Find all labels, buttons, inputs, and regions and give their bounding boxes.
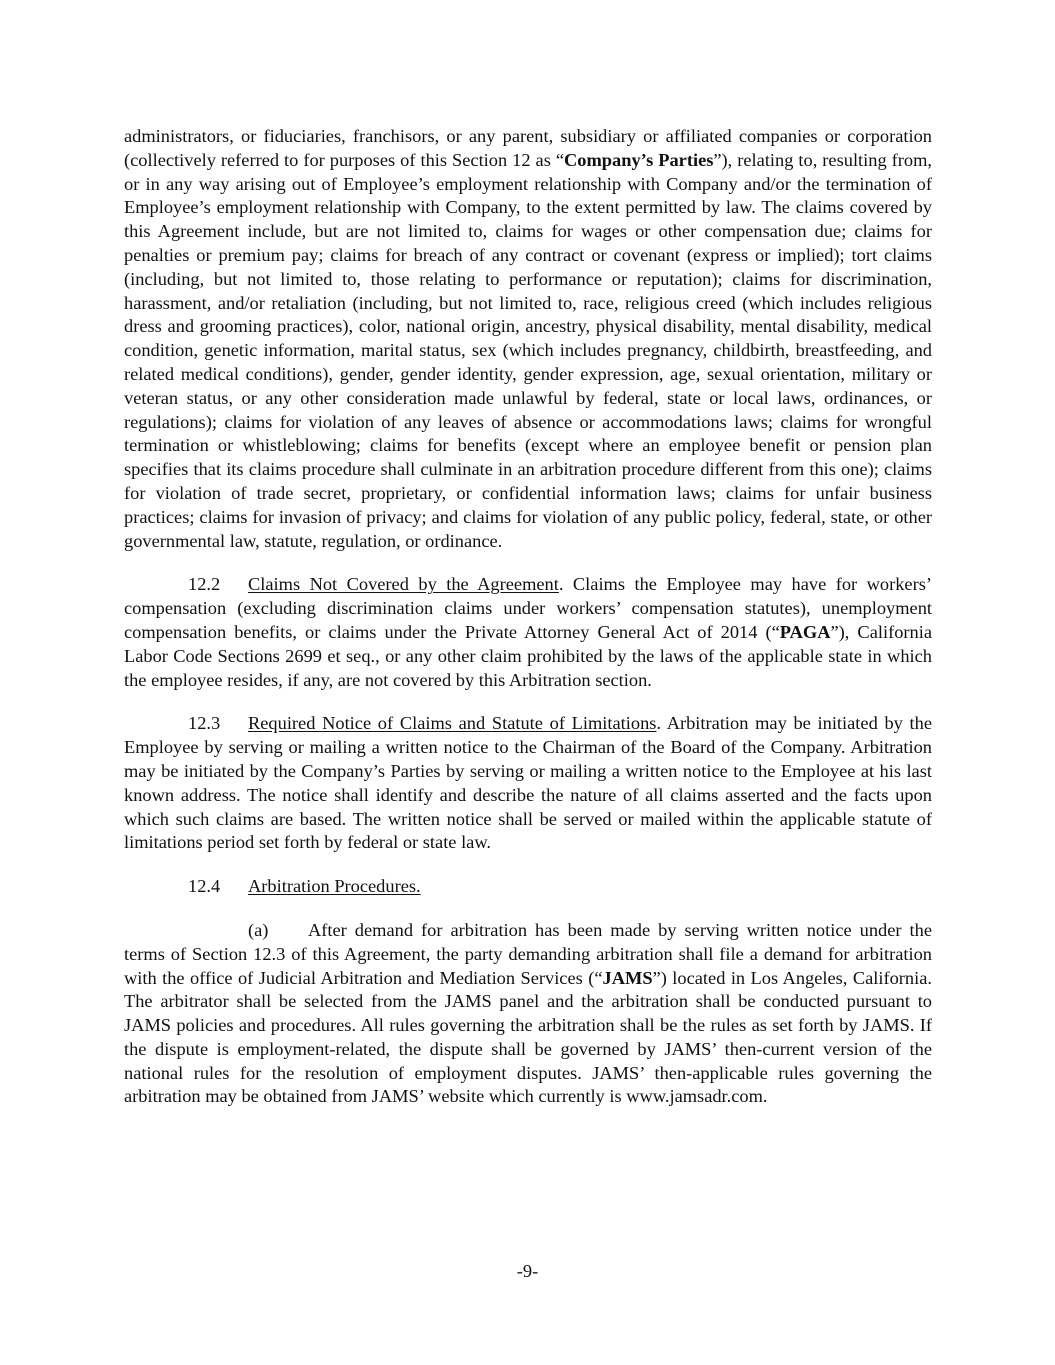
section-heading: Claims Not Covered by the Agreement xyxy=(248,574,559,595)
paragraph-12-3 xyxy=(124,712,932,855)
document-page xyxy=(124,125,932,1109)
page-number: -9- xyxy=(516,1261,539,1281)
section-number: 12.3 xyxy=(188,713,221,734)
paragraph-text: ”), California Labor Code Sections 2699 et seq., or any other claim prohibited by the laws of the applicable state in which the employee resides, if any, are not covered by this Arbitration section. xyxy=(124,621,932,690)
section-heading: Arbitration Procedures. xyxy=(248,876,421,897)
section-heading: Required Notice of Claims and Statute of Limitations xyxy=(248,713,657,734)
paragraph-12-4 xyxy=(124,875,932,899)
paragraph-text: . Claims the Employee may have for workers’ compensation (excluding discrimination claims under workers’ compensation statutes), unemployment compensation benefits, or claims under the Private Attorney General Act of 2014 (“ xyxy=(124,574,932,642)
defined-term-paga: PAGA xyxy=(779,621,831,642)
paragraph-12-2 xyxy=(124,573,932,692)
section-number: 12.4 xyxy=(188,876,221,897)
defined-term-companys-parties: Company’s Parties xyxy=(564,149,714,170)
paragraph-text: administrators, or fiduciaries, franchisors, or any parent, subsidiary or affiliated companies or corporation (collectively referred to for purposes of this Section 12 as “ xyxy=(124,126,932,170)
defined-term-jams: JAMS xyxy=(602,967,653,988)
paragraph-12-1-continued xyxy=(124,125,932,553)
paragraph-12-4-a xyxy=(124,919,932,1109)
paragraph-text: ”), relating to, resulting from, or in any way arising out of Employee’s employment relationship with Company and/or the termination of Employee’s employment relationship with Company, to the extent permitted by law. The claims covered by this Agreement include, but are not limited to, claims for wages or other compensation due; claims for penalties or premium pay; claims for breach of any contract or covenant (express or implied); tort claims (including, but not limited to, those relating to performance or reputation); claims for discrimination, harassment, and/or retaliation (including, but not limited to, race, religious creed (which includes religious dress and grooming practices), color, national origin, ancestry, physical disability, mental disability, medical condition, genetic information, marital status, sex (which includes pregnancy, childbirth, breastfeeding, and related medical conditions), gender, gender identity, gender expression, age, sexual orientation, military or veteran status, or any other consideration made unlawful by federal, state or local laws, ordinances, or regulations); claims for violation of any leaves of absence or accommodations laws; claims for wrongful termination or whistleblowing; claims for benefits (except where an employee benefit or pension plan specifies that its claims procedure shall culminate in an arbitration procedure different from this one); claims for violation of trade secret, proprietary, or confidential information laws; claims for unfair business practices; claims for invasion of privacy; and claims for violation of any public policy, federal, state, or other governmental law, statute, regulation, or ordinance. xyxy=(124,149,932,551)
paragraph-text: After demand for arbitration has been made by serving written notice under the terms of Section 12.3 of this Agreement, the party demanding arbitration shall file a demand for arbitration with the office of Judicial Arbitration and Mediation Services (“ xyxy=(124,919,932,988)
paragraph-text: . Arbitration may be initiated by the Employee by serving or mailing a written notice to the Chairman of the Board of the Company. Arbitration may be initiated by the Company’s Parties by serving or mailing a written notice to the Employee at his last known address. The notice shall identify and describe the nature of all claims asserted and the facts upon which such claims are based. The written notice shall be served or mailed within the applicable statute of limitations period set forth by federal or state law. xyxy=(124,713,933,853)
subsection-label: (a) xyxy=(248,919,269,940)
paragraph-text: ”) located in Los Angeles, California. The arbitrator shall be selected from the JAMS panel and the arbitration shall be conducted pursuant to JAMS policies and procedures. All rules governing the arbitration shall be the rules as set forth by JAMS. If the dispute is employment-related, the dispute shall be governed by JAMS’ then-current version of the national rules for the resolution of employment disputes. JAMS’ then-applicable rules governing the arbitration may be obtained from JAMS’ website which currently is www.jamsadr.com. xyxy=(124,967,932,1107)
section-number: 12.2 xyxy=(188,574,221,595)
